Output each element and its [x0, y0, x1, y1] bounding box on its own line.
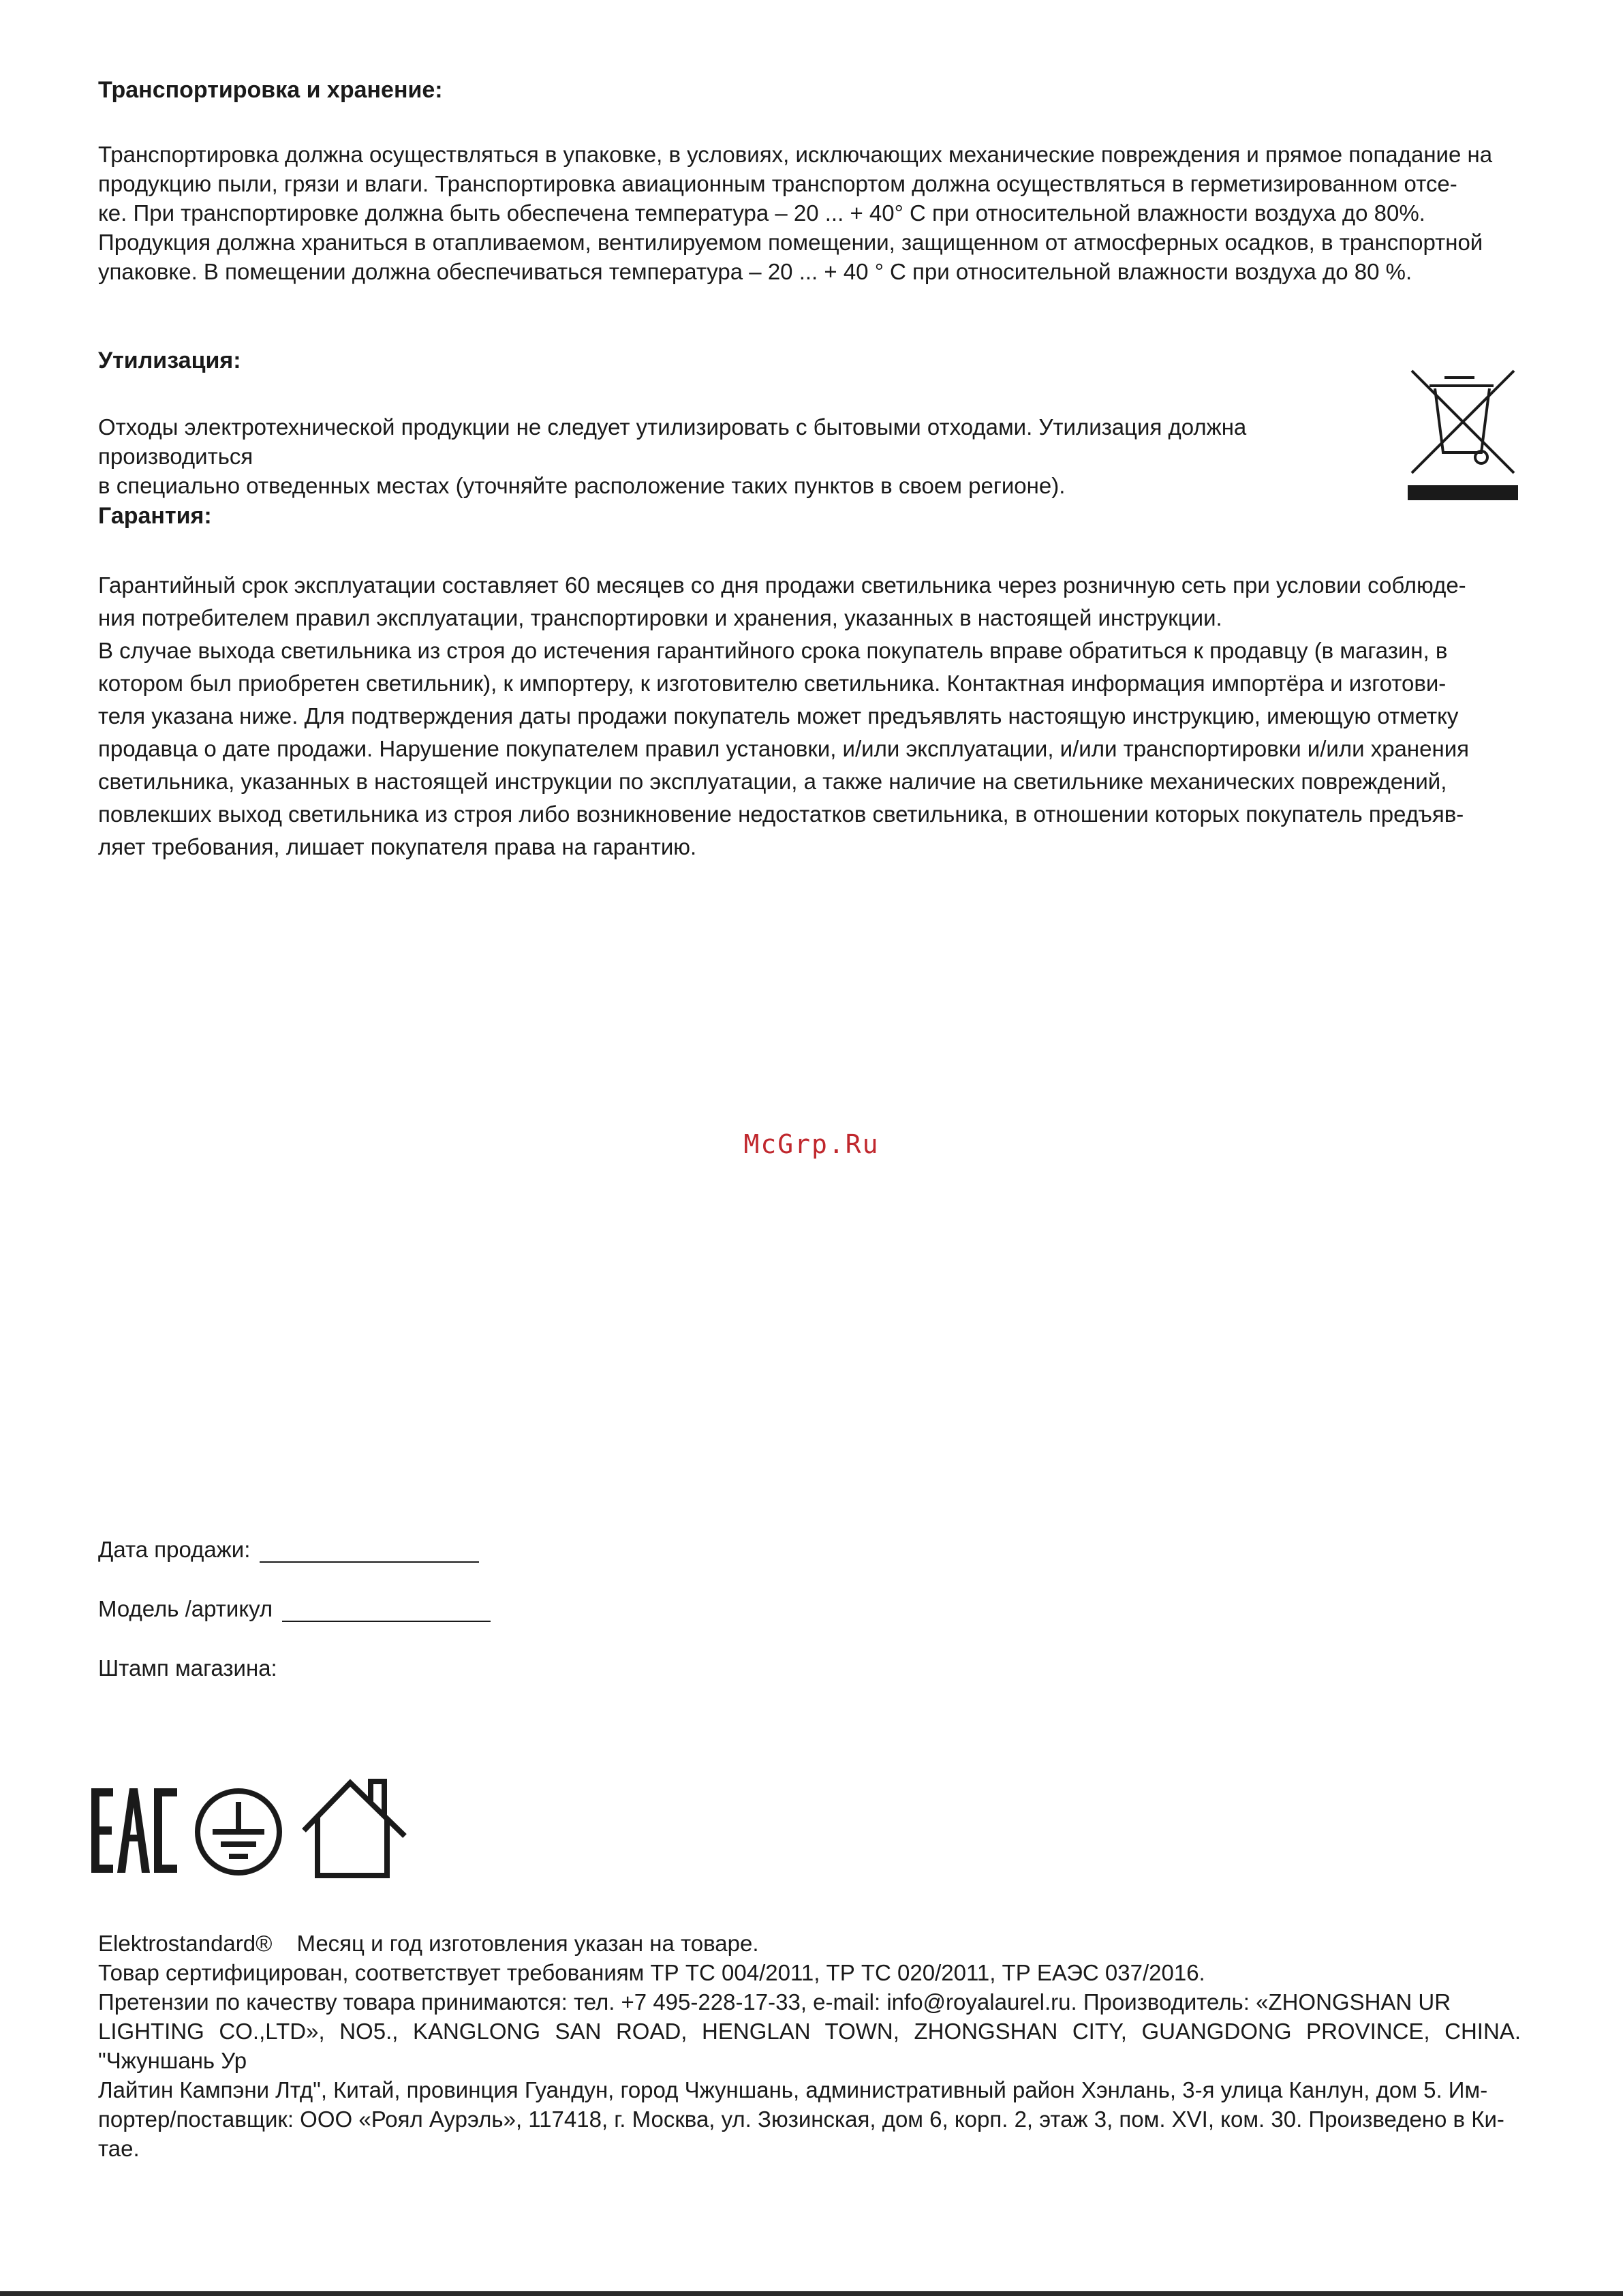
model-label: Модель /артикул [98, 1596, 273, 1621]
disposal-paragraph [98, 412, 1393, 500]
stamp-label: Штамп магазина: [98, 1655, 277, 1681]
text-line: светильника, указанных в настоящей инструкции по эксплуатации, а также наличие на светильнике механических повреждений, [98, 769, 1447, 794]
text-line: В случае выхода светильника из строя до истечения гарантийного срока покупатель вправе обратиться к продавцу (в магазин, в [98, 638, 1448, 663]
text-line: Претензии по качеству товара принимаются: тел. +7 495-228-17-33, e-mail: info@royalaurel.ru. Производитель: «ZHONGSHAN UR [98, 1989, 1451, 2015]
footer-paragraph [98, 1929, 1521, 2163]
text-line: упаковке. В помещении должна обеспечиваться температура – 20 ... + 40 ° С при относительной влажности воздуха до 80 %. [98, 259, 1412, 284]
stamp-field [98, 1655, 277, 1681]
text-line: теля указана ниже. Для подтверждения даты продажи покупатель может предъявлять настоящую инструкцию, имеющую отметку [98, 703, 1459, 729]
bottom-rule [0, 2291, 1623, 2296]
disposal-heading: Утилизация: [98, 348, 241, 373]
footer-brand-row [98, 1929, 1521, 1958]
sale-date-field [98, 1537, 479, 1563]
text-line: ния потребителем правил эксплуатации, транспортировки и хранения, указанных в настоящей инструкции. [98, 605, 1222, 630]
model-blank-line [282, 1600, 491, 1622]
text-line: Гарантийный срок эксплуатации составляет 60 месяцев со дня продажи светильника через розничную сеть при условии соблюде- [98, 572, 1466, 598]
protective-earth-icon [194, 1787, 283, 1877]
brand-name: Elektrostandard® [98, 1931, 273, 1956]
text-line: Отходы электротехнической продукции не следует утилизировать с бытовыми отходами. Утилизация должна производиться [98, 414, 1247, 469]
text-line: повлекших выход светильника из строя либо возникновение недостатков светильника, в отношении которых покупатель предъяв- [98, 801, 1464, 827]
manufacture-note: Месяц и год изготовления указан на товаре. [296, 1931, 759, 1956]
crossed-out-wheelie-bin-icon [1405, 365, 1521, 502]
text-line: ке. При транспортировке должна быть обеспечена температура – 20 ... + 40° С при относительной влажности воздуха до 80%. [98, 200, 1425, 226]
text-line: ляет требования, лишает покупателя права на гарантию. [98, 834, 697, 859]
text-line: продукцию пыли, грязи и влаги. Транспортировка авиационным транспортом должна осуществляться в герметизированном отсе- [98, 171, 1457, 196]
text-line: Продукция должна храниться в отапливаемом, вентилируемом помещении, защищенном от атмосферных осадков, в транспортной [98, 230, 1483, 255]
text-line: в специально отведенных местах (уточняйте расположение таких пунктов в своем регионе). [98, 473, 1066, 498]
text-line: продавца о дате продажи. Нарушение покупателем правил установки, и/или эксплуатации, и/или транспортировки и/или хранения [98, 736, 1470, 761]
text-line: Товар сертифицирован, соответствует требованиям ТР ТС 004/2011, ТР ТС 020/2011, ТР ЕАЭС 037/2016. [98, 1960, 1205, 1985]
warranty-paragraph [98, 569, 1521, 863]
text-line: тае. [98, 2136, 140, 2161]
text-line: Транспортировка должна осуществляться в упаковке, в условиях, исключающих механические повреждения и прямое попадание на [98, 142, 1493, 167]
text-line: Лайтин Кампэни Лтд", Китай, провинция Гуандун, город Чжуншань, административный район Хэнлань, 3-я улица Канлун, дом 5. Им- [98, 2077, 1488, 2102]
watermark-text: McGrp.Ru [743, 1129, 880, 1159]
text-line: котором был приобретен светильник), к импортеру, к изготовителю светильника. Контактная информация импортёра и изготови- [98, 671, 1447, 696]
model-field [98, 1596, 491, 1622]
sale-date-blank-line [260, 1541, 479, 1563]
text-line: портер/поставщик: ООО «Роял Аурэль», 117418, г. Москва, ул. Зюзинская, дом 6, корп. 2, этаж 3, пом. XVI, ком. 30. Произведено в Ки- [98, 2107, 1504, 2132]
sale-date-label: Дата продажи: [98, 1537, 251, 1562]
indoor-use-house-icon [300, 1777, 409, 1880]
eac-mark-icon [90, 1787, 179, 1874]
warranty-heading: Гарантия: [98, 503, 212, 529]
text-line: LIGHTING CO.,LTD», NO5., KANGLONG SAN ROAD, HENGLAN TOWN, ZHONGSHAN CITY, GUANGDONG PROVINCE, CHINA. "Чжуншань Ур [98, 2019, 1521, 2073]
transport-paragraph [98, 140, 1521, 286]
transport-heading: Транспортировка и хранение: [98, 77, 443, 103]
